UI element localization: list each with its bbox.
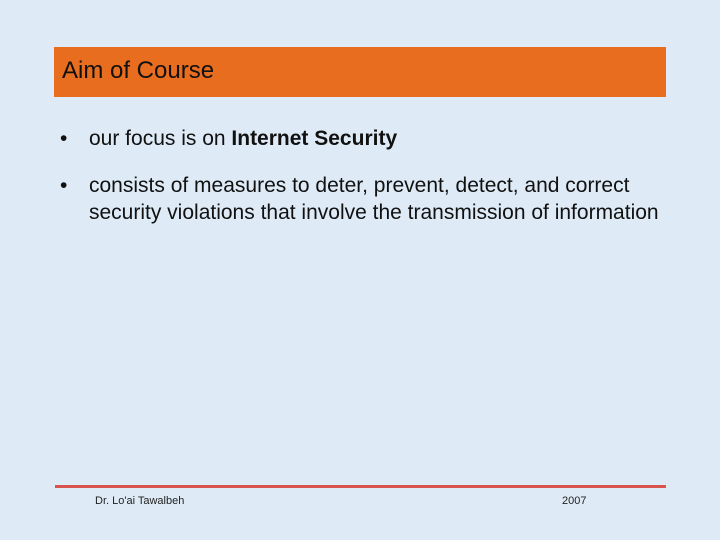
bullet-item <box>60 172 680 226</box>
slide-title-bar <box>54 47 666 97</box>
bullet-text <box>89 125 680 152</box>
bullet-icon: • <box>60 127 68 150</box>
footer-divider <box>55 485 666 488</box>
bullet-item <box>60 125 680 152</box>
footer-author: Dr. Lo'ai Tawalbeh <box>95 495 185 507</box>
footer-year: 2007 <box>562 495 587 507</box>
bullet-text-emphasis: Internet Security <box>231 127 398 150</box>
bullet-icon: • <box>60 174 68 197</box>
slide-title: Aim of Course <box>62 57 215 84</box>
bullet-text-prefix: our focus is on <box>89 127 232 150</box>
bullet-text: consists of measures to deter, prevent, detect, and correct security violations that involve the transmission of information <box>89 174 659 224</box>
bullet-list <box>60 125 680 246</box>
